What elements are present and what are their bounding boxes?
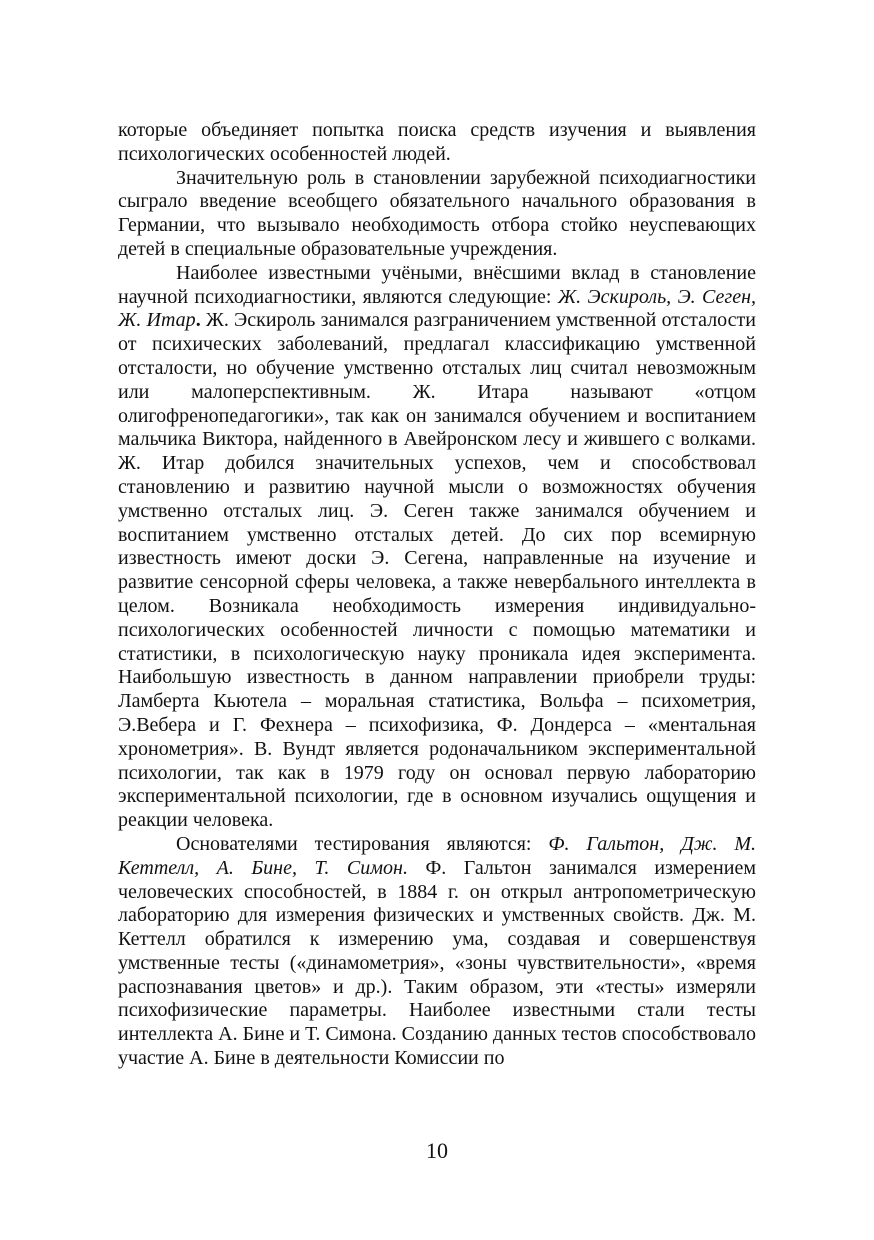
paragraph-3-text-body: Ж. Эскироль занимался разграничением умственной отсталости от психических заболеваний, предлагал классификацию умственной отсталости, но обучение умственно отсталых лиц считал невозможным или малоперспективным. Ж. Итара называют «отцом олигофренопедагогики», так как он занимался обучением и воспитанием мальчика Виктора, найденного в Авейронском лесу и жившего с волками. Ж. Итар добился значительных успехов, чем и способствовал становлению и развитию научной мысли о возможностях обучения умственно отсталых лиц. Э. Сеген также занимался обучением и воспитанием умственно отсталых детей. До сих пор всемирную известность имеют доски Э. Сегена, направленные на изучение и развитие сенсорной сферы человека, а также невербального интеллекта в целом. Возникала необходимость измерения индивидуально-психологических особенностей личности с помощью математики и статистики, в психологическую науку проникала идея эксперимента. Наибольшую известность в данном направлении приобрели труды: Ламберта Кьютела – моральная статистика, Вольфа – психометрия, Э.Вебера и Г. Фехнера – психофизика, Ф. Дондерса – «ментальная хронометрия». В. Вундт является родоначальником экспериментальной психологии, так как в 1979 году он основал первую лабораторию экспериментальной психологии, где в основном изучались ощущения и реакции человека. [118,309,757,832]
paragraph-4-text-intro: Основателями тестирования являются: [176,832,549,855]
paragraph-3-period: . [195,309,201,332]
paragraph-1 [118,119,756,167]
paragraph-2-text: Значительную роль в становлении зарубежной психодиагностики сыграло введение всеобщего обязательного начального образования в Германии, что вызывало необходимость отбора стойко неуспевающих детей в специальные образовательные учреждения. [118,166,756,260]
paragraph-2 [118,167,756,262]
paragraph-3 [118,262,756,833]
paragraph-4 [118,833,756,1071]
paragraph-1-text: которые объединяет попытка поиска средств изучения и выявления психологических особенностей людей. [118,119,756,165]
paragraph-4-names: Ф. Гальтон, Дж. М. Кеттелл, А. Бине, Т. Симон. [118,832,757,879]
page-number: 10 [426,1138,448,1163]
body-text [118,119,756,1071]
paragraph-3-text-intro: Наиболее известными учёными, внёсшими вклад в становление научной психодиагностики, являются следующие: [118,261,756,308]
paragraph-3-names: Ж. Эскироль, Э. Сеген, Ж. Итар [118,285,756,332]
paragraph-4-text-body: Ф. Гальтон занимался измерением человеческих способностей, в 1884 г. он открыл антропометрическую лабораторию для измерения физических и умственных свойств. Дж. М. Кеттелл обратился к измерению ума, создавая и совершенствуя умственные тесты («динамометрия», «зоны чувствительности», «время распознавания цветов» и др.). Таким образом, эти «тесты» измеряли психофизические параметры. Наиболее известными стали тесты интеллекта А. Бине и Т. Симона. Созданию данных тестов способствовало участие А. Бине в деятельности Комиссии по [118,856,756,1070]
